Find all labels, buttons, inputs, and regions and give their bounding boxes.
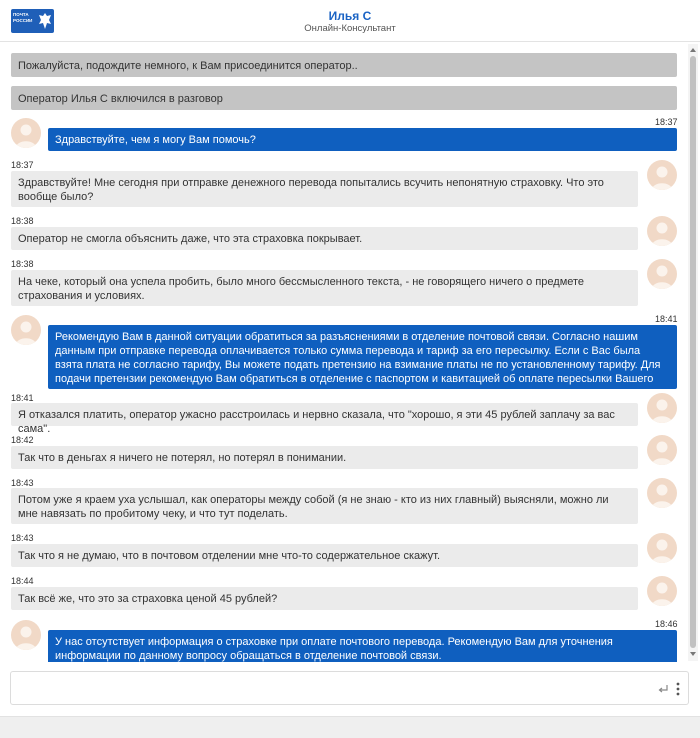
user-message: Так что я не думаю, что в почтовом отделении мне что-то содержательное скажут. [11,544,638,567]
message-time: 18:41 [11,393,34,403]
user-avatar-icon [647,160,677,190]
operator-message: Рекомендую Вам в данной ситуации обратиться за разъяснениями в отделение почтовой связи. Согласно нашим данным при отправке перевода оплачивается только сумма перевода и тариф за его пересылку. Если с Вас была взята плата не согласно тарифу, Вы можете подать претензию на взимание платы не по установленному тарифу. Для подачи претензии рекомендую Вам обратиться в отделение с паспортом и кавитацией об оплате пересылки Вашего перевода. [48,325,677,389]
system-message-joined: Оператор Илья С включился в разговор [11,86,677,110]
chat-footer [0,716,700,738]
message-time: 18:43 [11,533,34,543]
user-avatar-icon [647,576,677,606]
message-time: 18:42 [11,435,34,445]
user-message: Потом уже я краем уха услышал, как операторы между собой (я не знаю - кто из них главный) выясняли, можно ли мне навязать по пробитому чеку, и что тут поделать. [11,488,638,524]
user-message: Оператор не смогла объяснить даже, что эта страховка покрывает. [11,227,638,250]
operator-avatar-icon [11,118,41,148]
user-message: На чеке, который она успела пробить, было много бессмысленного текста, - не говорящего ничего о предмете страхования и условиях. [11,270,638,306]
scroll-thumb[interactable] [690,56,696,648]
enter-icon[interactable] [657,683,669,695]
chat-scrollbar[interactable] [688,44,698,661]
agent-name: Илья С [328,9,372,23]
message-composer [10,671,689,705]
message-time: 18:37 [655,117,678,127]
scroll-up-arrow-icon[interactable] [688,46,698,54]
user-avatar-icon [647,393,677,423]
scroll-down-arrow-icon[interactable] [688,650,698,658]
user-message: Здравствуйте! Мне сегодня при отправке денежного перевода попытались всучить непонятную страховку. Что это вообще было? [11,171,638,207]
user-message: Так всё же, что это за страховка ценой 45 рублей? [11,587,638,610]
message-time: 18:38 [11,259,34,269]
more-vertical-icon[interactable] [675,681,681,697]
message-time: 18:43 [11,478,34,488]
chat-history[interactable] [0,42,700,662]
message-time: 18:44 [11,576,34,586]
system-message-waiting: Пожалуйста, подождите немного, к Вам присоединится оператор.. [11,53,677,77]
message-time: 18:38 [11,216,34,226]
user-avatar-icon [647,478,677,508]
operator-avatar-icon [11,315,41,345]
message-time: 18:46 [655,619,678,629]
message-time: 18:37 [11,160,34,170]
message-time: 18:41 [655,314,678,324]
logo-text: ПОЧТА РОССИИ [13,12,33,23]
user-avatar-icon [647,216,677,246]
user-message: Так что в деньгах я ничего не потерял, но потерял в понимании. [11,446,638,469]
user-avatar-icon [647,533,677,563]
user-avatar-icon [647,259,677,289]
user-message: Я отказался платить, оператор ужасно расстроилась и нервно сказала, что "хорошо, я эти 45 рублей заплачу за вас сама". [11,403,638,426]
operator-message: Здравствуйте, чем я могу Вам помочь? [48,128,677,151]
operator-message: У нас отсутствует информация о страховке при оплате почтового перевода. Рекомендую Вам для уточнения информации по данному вопросу обращаться в отделение почтовой связи. [48,630,677,662]
user-avatar-icon [647,435,677,465]
agent-role: Онлайн-Консультант [304,23,396,34]
message-input[interactable] [17,676,647,700]
chat-header [0,0,700,42]
operator-avatar-icon [11,620,41,650]
